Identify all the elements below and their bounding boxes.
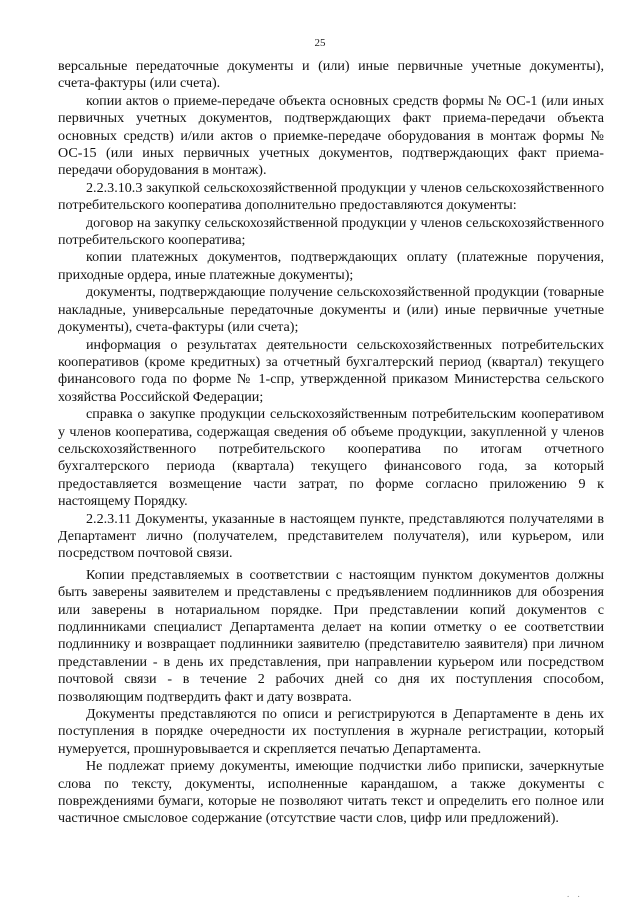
paragraph-7: информация о результатах деятельности сельскохозяйственных потребительских кооперативов (кроме кредитных) за отчетный бухгалтерский период (квартал) текущего финансового года по форме № 1-спр, утвержденной приказом Министерства сельского хозяйства Российской Федерации;	[58, 336, 604, 405]
paragraph-9: 2.2.3.11 Документы, указанные в настоящем пункте, представляются получателями в Департамент лично (получателем, представителем получателя), или курьером, или посредством почтовой связи.	[58, 510, 604, 562]
paragraph-8: справка о закупке продукции сельскохозяйственным потребительским кооперативом у членов кооператива, содержащая сведения об объеме продукции, закупленной у членов сельскохозяйственного потребительского кооператива по итогам отчетного бухгалтерского периода (квартала) текущего финансового года, за который предоставляется возмещение части затрат, по форме согласно приложению 9 к настоящему Порядку.	[58, 406, 604, 510]
paragraph-1: версальные передаточные документы и (или) иные первичные учетные документы), счета-фактуры (или счета).	[58, 58, 604, 92]
body-text	[58, 58, 604, 828]
paragraph-2: копии актов о приеме-передаче объекта основных средств формы № ОС-1 (или иных первичных учетных документов, подтверждающих факт приема-передачи объекта основных средств) и/или актов о приемке-передаче оборудования в монтаж формы № ОС-15 (или иных первичных учетных документов, подтверждающих факт приема-передачи оборудования в монтаж).	[58, 92, 604, 179]
paragraph-6: документы, подтверждающие получение сельскохозяйственной продукции (товарные накладные, универсальные передаточные документы и (или) иные первичные учетные документы), счета-фактуры (или счета);	[58, 284, 604, 336]
paragraph-12: Не подлежат приему документы, имеющие подчистки либо приписки, зачеркнутые слова по тексту, документы, исполненные карандашом, а также документы с повреждениями бумаги, которые не позволяют читать текст и определить его полное или частичное смысловое содержание (отсутствие части слов, цифр или предложений).	[58, 758, 604, 827]
page-number: 25	[314, 37, 326, 49]
paragraph-4: договор на закупку сельскохозяйственной продукции у членов сельскохозяйственного потребительского кооператива;	[58, 214, 604, 249]
paragraph-3: 2.2.3.10.3 закупкой сельскохозяйственной продукции у членов сельскохозяйственного потребительского кооператива дополнительно предоставляются документы:	[58, 179, 604, 214]
paragraph-10: Копии представляемых в соответствии с настоящим пунктом документов должны быть заверены заявителем и представлены с предъявлением подлинников для обозрения или заверены в нотариальном порядке. При представлении копий документов с подлинниками специалист Департамента делает на копии отметку о ее соответствии подлиннику и возвращает подлинники заявителю (представителю заявителя) при личном представлении - в день их представления, при направлении курьером или посредством почтовой связи - в течение 2 рабочих дней со дня их поступления способом, позволяющим подтвердить факт и дату возврата.	[58, 566, 604, 705]
paragraph-5: копии платежных документов, подтверждающих оплату (платежные поручения, приходные ордера, иные платежные документы);	[58, 249, 604, 283]
paragraph-11: Документы представляются по описи и регистрируются в Департаменте в день их поступления в порядке очередности их поступления в журнале регистрации, который нумеруется, прошнуровывается и скрепляется печатью Департамента.	[58, 706, 604, 757]
scan-artifact: . .	[567, 889, 583, 899]
